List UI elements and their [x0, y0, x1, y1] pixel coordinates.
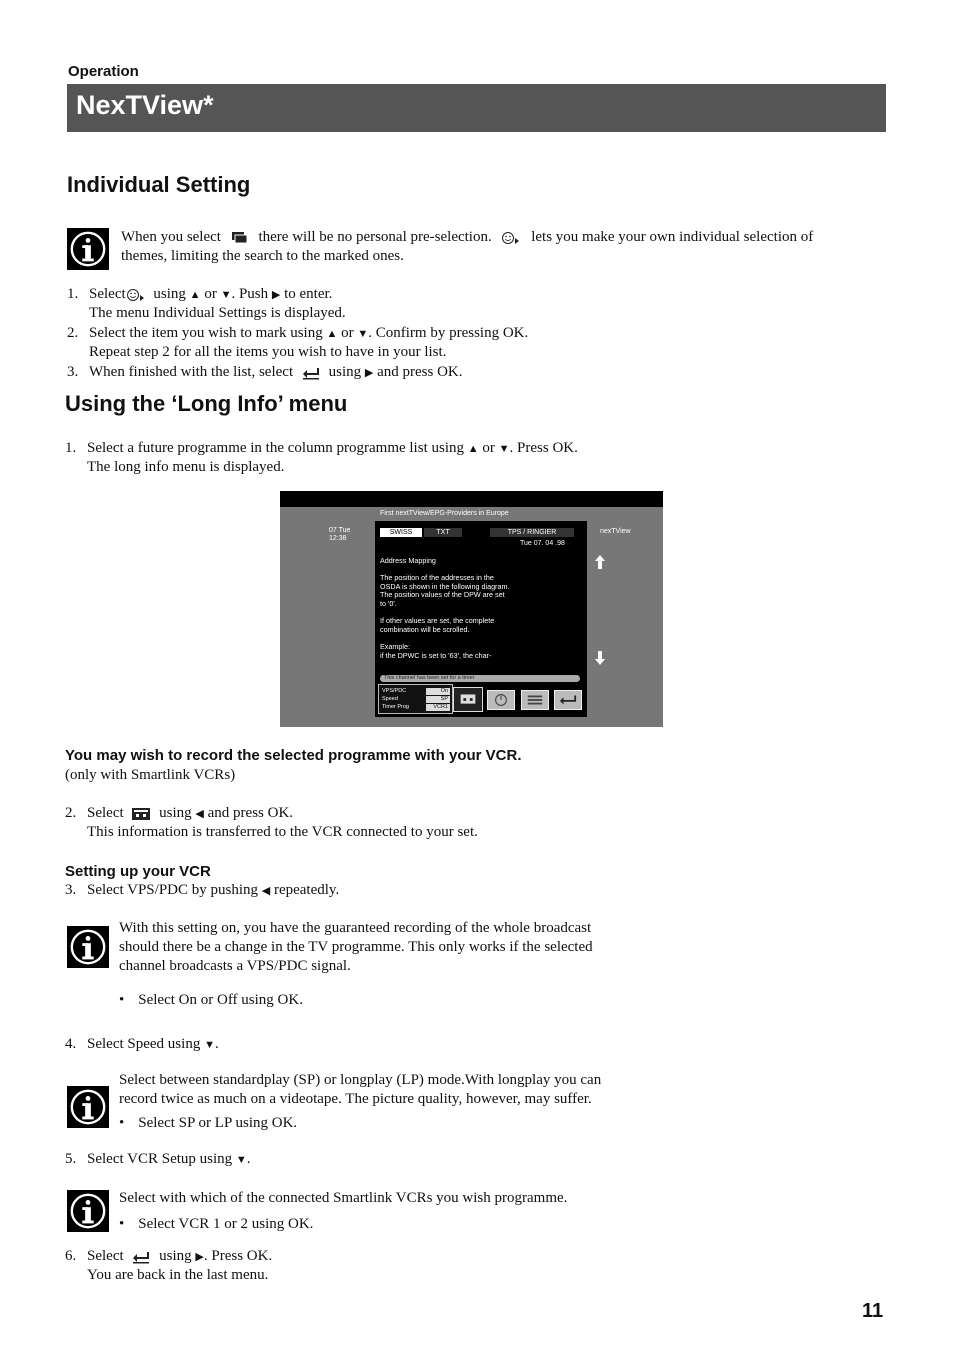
- vcr-step-5: 5. Select VCR Setup using ▼.: [65, 1151, 251, 1167]
- tv-row-speed: Speed SP: [382, 696, 448, 702]
- page-number: 11: [862, 1300, 884, 1322]
- tv-top-bar: [280, 491, 663, 507]
- tv-provider: TPS / RINGIER: [490, 528, 574, 537]
- up-arrow-icon: ▲: [326, 328, 338, 340]
- page-title: NexTView*: [76, 90, 214, 120]
- speed-note: Select between standardplay (SP) or longplay (LP) mode.With longplay you can record twice as much on a videotape. The picture quality, however, may suffer.: [119, 1072, 602, 1107]
- tv-timer-strip: This channel has been set for a timer: [380, 675, 580, 682]
- return-icon: [301, 366, 321, 380]
- tv-banner: First nextTView/EPG-Providers in Europe: [380, 510, 509, 517]
- tv-row-timer: Timer Prog VCR1: [382, 704, 448, 710]
- tv-tab-swiss: SWISS: [380, 528, 422, 537]
- scroll-up-icon[interactable]: [595, 555, 605, 569]
- right-arrow-icon: ▶: [271, 289, 281, 301]
- smiley-select-icon: [501, 231, 521, 245]
- vps-note: With this setting on, you have the guaranteed recording of the whole broadcast should there be a change in the TV programme. This only works if the selected channel broadcasts a VPS/PDC signal.: [119, 920, 593, 974]
- vcr-step-6: 6. Select using ▶. Press OK. You are back in the last menu.: [65, 1248, 273, 1283]
- bullet-item: • Select SP or LP using OK.: [119, 1115, 298, 1131]
- all-themes-icon: [231, 231, 249, 245]
- down-arrow-icon: ▼: [235, 1154, 247, 1166]
- setup-vcr-heading: Setting up your VCR: [65, 863, 211, 880]
- tv-vcr-button[interactable]: [453, 687, 483, 712]
- tv-return-button[interactable]: [554, 690, 582, 710]
- info-icon: [67, 1190, 109, 1232]
- bullet-item: • Select On or Off using OK.: [119, 992, 303, 1008]
- info-icon: [67, 1086, 109, 1128]
- note-text: there will be no personal pre-selection.: [258, 229, 492, 245]
- right-arrow-icon: ▶: [195, 1251, 204, 1263]
- down-arrow-icon: ▼: [498, 443, 510, 455]
- bullet-item: • Select VCR 1 or 2 using OK.: [119, 1216, 314, 1232]
- tv-list-button[interactable]: [521, 690, 549, 710]
- info-icon: [67, 228, 109, 270]
- smiley-select-icon: [126, 288, 146, 302]
- tv-brand: nexTView: [600, 528, 631, 535]
- return-icon: [131, 1250, 151, 1264]
- title-bar: [67, 84, 886, 132]
- up-arrow-icon: ▲: [467, 443, 479, 455]
- individual-setting-heading: Individual Setting: [67, 172, 251, 197]
- tv-screen-image: [280, 491, 663, 727]
- vcr-step-2: 2. Select using ◀ and press OK. This information is transferred to the VCR connected to your set.: [65, 805, 478, 840]
- long-info-step: 1. Select a future programme in the column programme list using ▲ or ▼. Press OK. The long info menu is displayed.: [65, 440, 578, 475]
- right-arrow-icon: ▶: [364, 367, 374, 379]
- left-arrow-icon: ◀: [261, 885, 271, 897]
- note-text: themes, limiting the search to the marked ones.: [121, 248, 404, 264]
- down-arrow-icon: ▼: [357, 328, 369, 340]
- down-arrow-icon: ▼: [220, 289, 232, 301]
- tv-stamp: Tue 07. 04 .98: [520, 540, 565, 547]
- vcr-step-4: 4. Select Speed using ▼.: [65, 1036, 219, 1052]
- long-info-heading: Using the ‘Long Info’ menu: [65, 391, 348, 416]
- vcr-bold-note: You may wish to record the selected programme with your VCR.: [65, 747, 522, 764]
- note-text: When you select: [121, 229, 221, 245]
- vcr-select-note: Select with which of the connected Smartlink VCRs you wish programme.: [119, 1190, 568, 1206]
- tv-header-row: [380, 528, 582, 538]
- vcr-only-note: (only with Smartlink VCRs): [65, 767, 236, 783]
- tv-text-block: Address Mapping The position of the addresses in the OSDA is shown in the following diagram. The position values of the DPW are set to '0'. If other values are set, the complete combination will be scrolled. Example: if the DPWC is set to '63', the char-: [380, 556, 510, 660]
- note-text: lets you make your own individual selection of: [531, 229, 814, 245]
- vcr-step-3: 3. Select VPS/PDC by pushing ◀ repeatedly.: [65, 882, 340, 898]
- tv-row-vps: VPS/PDC On: [382, 688, 448, 694]
- tv-time: 12:38: [329, 535, 347, 542]
- down-arrow-icon: ▼: [204, 1039, 215, 1051]
- individual-steps: 1. Select using ▲ or ▼. Push ▶ to enter. The menu Individual Settings is displayed. 2. Select the item you wish to mark using ▲ or ▼. Confirm by pressing OK. Repeat step 2 for all the items you wish to have in your list. 3. When finished with the list, select using ▶ and press OK.: [67, 286, 529, 380]
- individual-note: [121, 228, 881, 266]
- tv-tab-txt: TXT: [424, 528, 462, 537]
- info-icon: [67, 926, 109, 968]
- tv-vcr-controls: [378, 684, 453, 714]
- up-arrow-icon: ▲: [189, 289, 201, 301]
- section-label: Operation: [68, 63, 139, 80]
- scroll-down-icon[interactable]: [595, 651, 605, 665]
- left-arrow-icon: ◀: [195, 808, 204, 820]
- tv-date: 07 Tue: [329, 527, 351, 534]
- tv-timer-button[interactable]: [487, 690, 515, 710]
- vcr-icon: [131, 807, 151, 821]
